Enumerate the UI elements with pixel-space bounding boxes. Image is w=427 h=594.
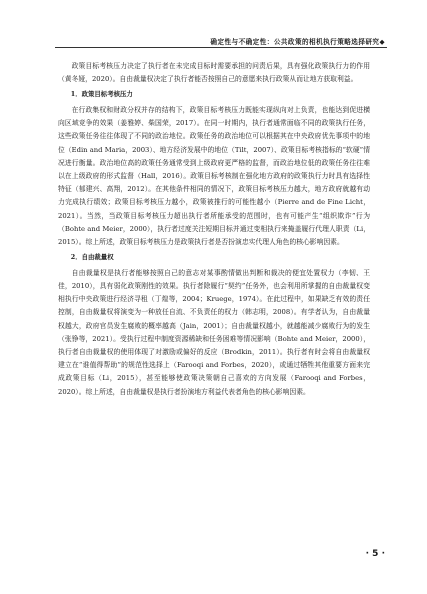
- page-number: · 5 ·: [365, 549, 385, 559]
- running-header: 确定性与不确定性：公共政策的相机执行策略选择研究◆: [210, 38, 385, 46]
- intro-paragraph: 政策目标考核压力决定了执行者在未完成目标时需要承担的问责后果，具有强化政策执行力的作用（黄冬娅，2020）。自由裁量权决定了执行者能否按照自己的意愿来执行政策从而让地方获取利益。: [58, 62, 370, 84]
- assessment-pressure-paragraph: 在行政集权和财政分权并存的结构下，政策目标考核压力既能实现纵向对上负责，也能达到促进横向区域竞争的效果（姜雅婷、柴国荣，2017）。在同一时期内，执行者通常面临不同的政策执行任务，这些政策任务往往体现了不同的政治地位。政策任务的政治地位可以根据其在中央政府优先事项中的地位（Edin and Maria，2003）、地方经济发展中的地位（Tilt，2007）、政策目标考核指标的“软硬”情况进行衡量。政治地位高的政策任务通常受到上级政府更严格的监督，而政治地位低的政策任务往往难以在上级政府的形式监督（Hall，2016）。政策目标考核制在强化地方政府的政策执行力时具有选择性特征（郁建兴、高翔，2012）。在其他条件相同的情况下，政策目标考核压力越大，地方政府就越有动力完成执行绩效；政策目标考核压力越小，政策被推行的可能性越小（Pierre and de Fine Licht，2021）。当然，当政策目标考核压力超出执行者所能承受的范围时，也有可能产生“组织欺诈”行为（Bohte and Meier，2000），执行者过度关注短期目标并通过变相执行来掩盖履行代理人职责（Li，2015）。综上所述，政策目标考核压力是政策执行者是否扮演忠实代理人角色的核心影响因素。: [58, 106, 370, 247]
- header-rule: [55, 47, 387, 48]
- section-heading-assessment-pressure: 1．政策目标考核压力: [70, 90, 133, 99]
- section-heading-discretion: 2．自由裁量权: [70, 253, 114, 262]
- page-body: [58, 60, 370, 399]
- discretion-paragraph: 自由裁量权是执行者能够按照自己的意志对某事酌情做出判断和裁决的便宜处置权力（李韧、王佳，2010），具有弱化政策刚性的效果。执行者除履行“契约”任务外，也会利用所掌握的自由裁量权变相执行中央政策进行经济寻租（丁煌等，2004；Kruege，1974）。在此过程中，如果缺乏有效的责任控制，自由裁量权将演变为一种放任自流、不负责任的权力（韩志明，2008）。有学者认为，自由裁量权越大，政府官员发生腐败的概率越高（Jain，2001）；自由裁量权越小，就越能减少腐败行为的发生（张铮等，2021）。受执行过程中制度资源稀缺和任务困难等情况影响（Bohte and Meier，2000），执行者自由裁量权的使用体现了对激励或偏好的反应（Brodkin，2011）。执行者有时会将自由裁量权建立在“谁值得帮助”的规范性选择上（Farooqi and Forbes，2020），或通过牺牲其他重要方面来完成政策目标（Li，2015），甚至能够使政策决策朝自己喜欢的方向发展（Farooqi and Forbes，2020）。综上所述，自由裁量权是执行者扮演地方利益代表者角色的核心影响因素。: [58, 268, 370, 396]
